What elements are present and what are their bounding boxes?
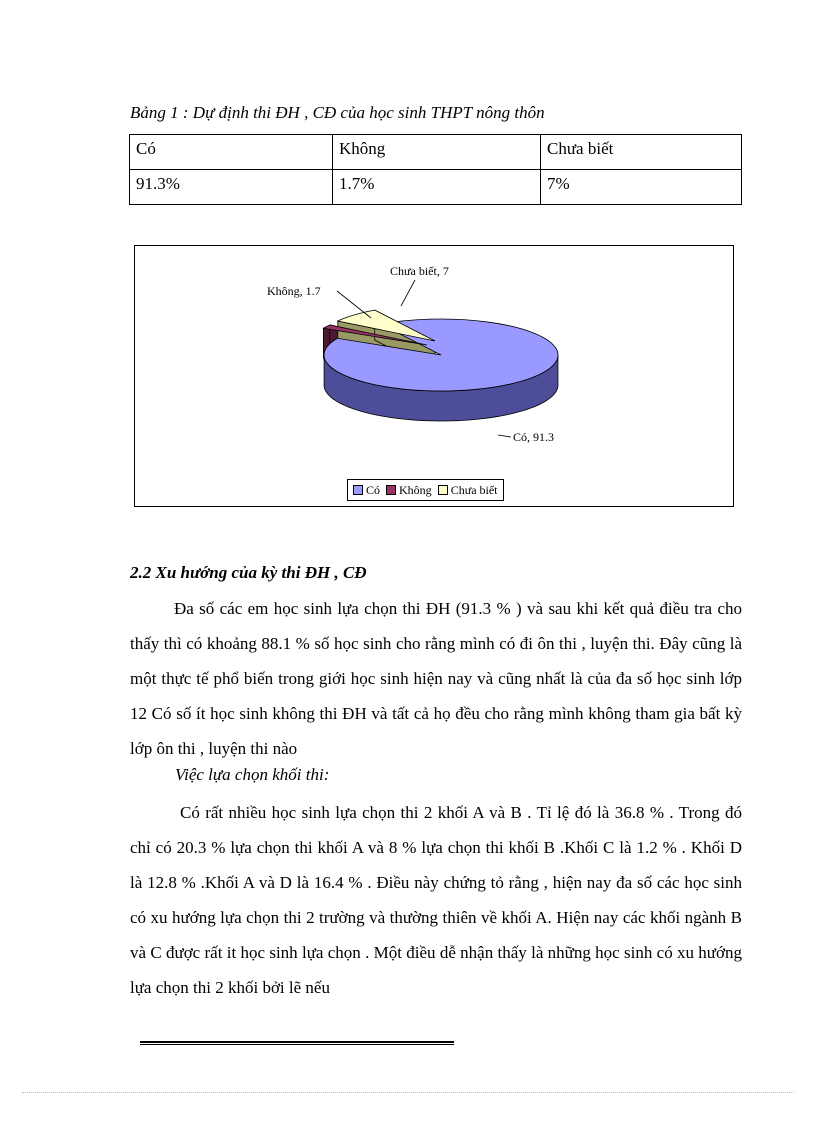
- data-label-co: Có, 91.3: [513, 430, 555, 444]
- table-caption: Bảng 1 : Dự định thi ĐH , CĐ của học sinh THPT nông thôn: [130, 103, 545, 122]
- legend-label-khong: Không: [399, 482, 432, 497]
- footnote-separator: [140, 1041, 454, 1045]
- value-co: 91.3%: [130, 170, 333, 205]
- survey-table: [129, 134, 742, 205]
- chart-legend: [347, 479, 504, 501]
- legend-swatch-chua-biet: [438, 485, 448, 495]
- pie-chart: [134, 245, 734, 507]
- leader-line-co: [498, 435, 511, 437]
- section-heading: 2.2 Xu hướng của kỳ thi ĐH , CĐ: [130, 563, 367, 582]
- data-label-khong: Không, 1.7: [267, 284, 321, 298]
- leader-line-chua-biet: [401, 280, 415, 306]
- table-value-row: [130, 170, 742, 205]
- legend-item-co: [353, 483, 380, 498]
- value-khong: 1.7%: [333, 170, 541, 205]
- page-bottom-border: [22, 1092, 794, 1093]
- sub-heading: Việc lựa chọn khối thi:: [175, 765, 330, 784]
- legend-item-khong: [386, 483, 432, 498]
- value-chua-biet: 7%: [541, 170, 742, 205]
- legend-label-co: Có: [366, 482, 381, 497]
- table-header-row: [130, 135, 742, 170]
- paragraph-2: Có rất nhiều học sinh lựa chọn thi 2 khối A và B . Tỉ lệ đó là 36.8 % . Trong đó chỉ có 20.3 % lựa chọn thi khối A và 8 % lựa chọn thi khối B .Khối C là 1.2 % . Khối D là 12.8 % .Khối A và D là 16.4 % . Điều này chứng tỏ rằng , hiện nay đa số các học sinh có xu hướng lựa chọn thi 2 trường và thường thiên về khối A. Hiện nay các khối ngành B và C được rất it học sinh lựa chọn . Một điều dễ nhận thấy là những học sinh có xu hướng lựa chọn thi 2 khối bởi lẽ nếu: [130, 803, 742, 997]
- leader-line-khong: [337, 291, 371, 318]
- legend-swatch-co: [353, 485, 363, 495]
- legend-item-chua-biet: [438, 483, 498, 498]
- legend-label-chua-biet: Chưa biết: [450, 482, 498, 497]
- paragraph-1: Đa số các em học sinh lựa chọn thi ĐH (91.3 % ) và sau khi kết quả điều tra cho thấy thì có khoảng 88.1 % số học sinh cho rằng mình có đi ôn thi , luyện thi. Đây cũng là một thực tế phổ biến trong giới học sinh hiện nay và cũng nhất là của đa số học sinh lớp 12 Có số ít học sinh không thi ĐH và tất cả họ đều cho rằng mình không tham gia bất kỳ lớp ôn thi , luyện thi nào: [130, 599, 742, 758]
- data-label-chua-biet: Chưa biết, 7: [390, 264, 449, 278]
- header-khong: Không: [333, 135, 541, 170]
- pie-chart-svg: [135, 246, 735, 508]
- legend-swatch-khong: [386, 485, 396, 495]
- header-co: Có: [130, 135, 333, 170]
- header-chua-biet: Chưa biết: [541, 135, 742, 170]
